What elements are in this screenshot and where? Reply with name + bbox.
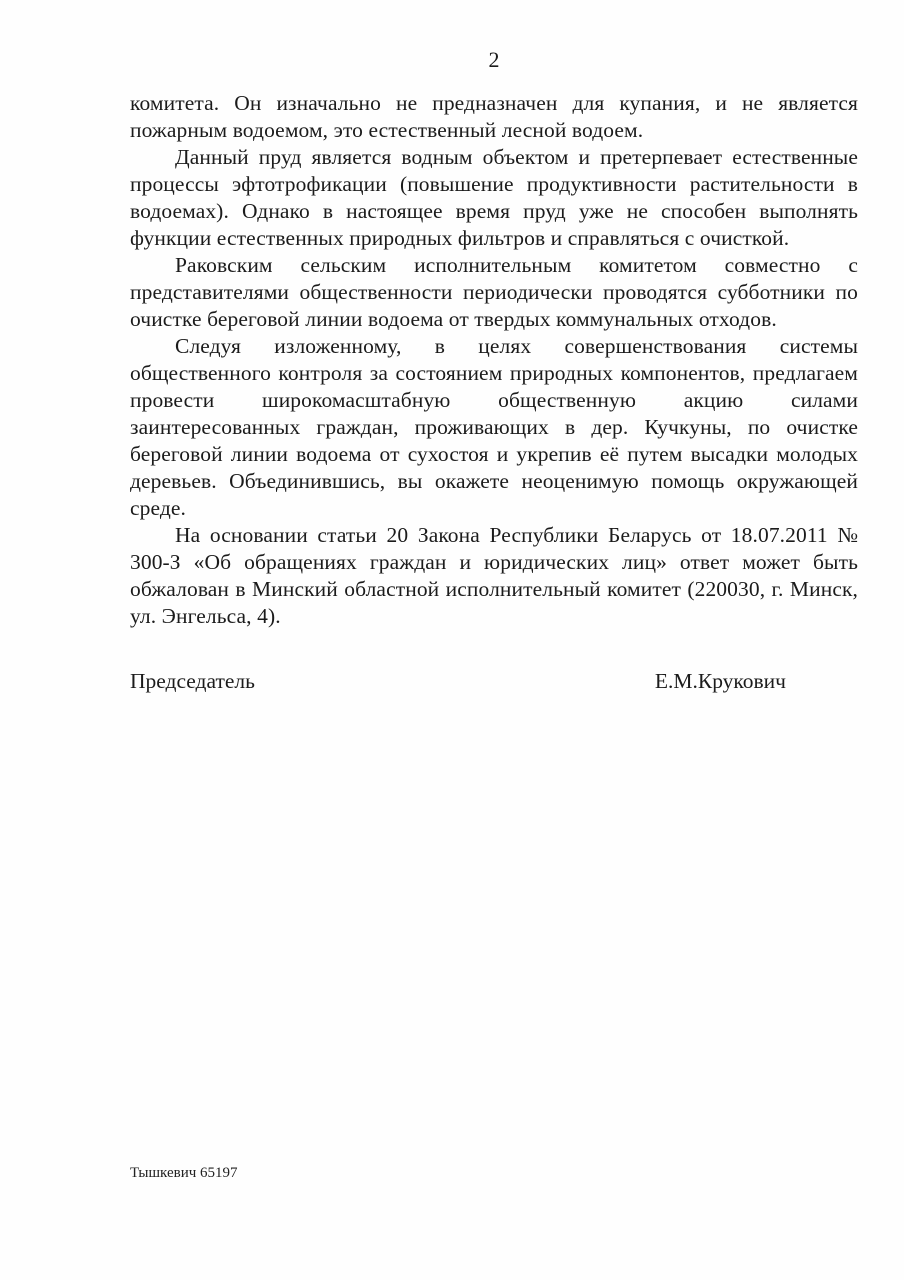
paragraph-continuation: комитета. Он изначально не предназначен для купания, и не является пожарным водоемом, это естественный лесной водоем. [130, 91, 858, 142]
signature-name: Е.М.Крукович [654, 669, 786, 693]
signature-row [130, 668, 858, 695]
letter-body [130, 90, 858, 630]
signature-title: Председатель [130, 669, 255, 693]
page-number: 2 [488, 47, 500, 72]
paragraph-subbotniks: Раковским сельским исполнительным комитетом совместно с представителями общественности периодически проводятся субботники по очистке береговой линии водоема от твердых коммунальных отходов. [130, 253, 858, 331]
paragraph-proposal: Следуя изложенному, в целях совершенствования системы общественного контроля за состоянием природных компонентов, предлагаем провести широкомасштабную общественную акцию силами заинтересованных граждан, проживающих в дер. Кучкуны, по очистке береговой линии водоема от сухостоя и укрепив её путем высадки молодых деревьев. Объединившись, вы окажете неоценимую помощь окружающей среде. [130, 334, 858, 520]
executor-reference: Тышкевич 65197 [130, 1165, 238, 1181]
paragraph-legal-basis: На основании статьи 20 Закона Республики Беларусь от 18.07.2011 № 300-З «Об обращениях граждан и юридических лиц» ответ может быть обжалован в Минский областной исполнительный комитет (220030, г. Минск, ул. Энгельса, 4). [130, 523, 858, 628]
paragraph-pond-description: Данный пруд является водным объектом и претерпевает естественные процессы эфтотрофикации (повышение продуктивности растительности в водоемах). Однако в настоящее время пруд уже не способен выполнять функции естественных природных фильтров и справляться с очисткой. [130, 145, 858, 250]
